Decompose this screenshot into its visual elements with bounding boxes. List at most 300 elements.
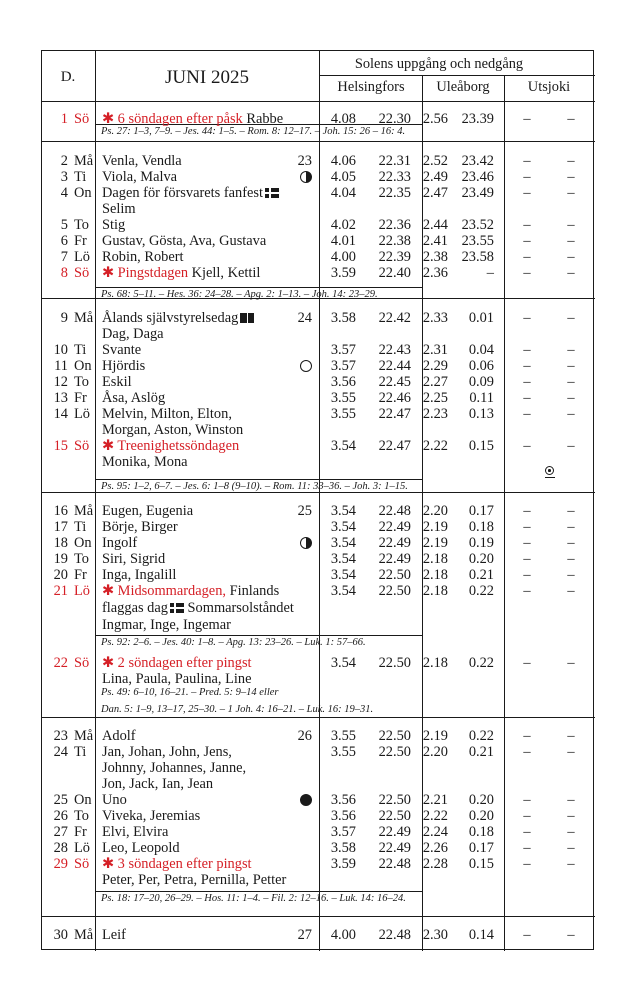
flag-day-line	[102, 600, 294, 616]
helsingfors-sunrise: 3.55	[330, 728, 356, 744]
new-moon-icon	[300, 794, 312, 806]
utsjoki-sunset: –	[567, 583, 575, 599]
midnight-sun-icon	[545, 466, 554, 475]
name-day: Monika, Mona	[102, 454, 188, 470]
helsingfors-sunset: 22.31	[378, 153, 411, 169]
weekday: Sö	[74, 856, 90, 872]
weekday: Ti	[74, 342, 87, 358]
day-number: 29	[53, 856, 68, 872]
utsjoki-sunset: –	[567, 390, 575, 406]
helsingfors-sunrise: 3.59	[330, 856, 356, 872]
day-number: 21	[53, 583, 68, 599]
uleaborg-sunrise: 2.18	[422, 655, 448, 671]
uleaborg-sunrise: 2.27	[422, 374, 448, 390]
utsjoki-sunrise: –	[523, 249, 531, 265]
helsingfors-sunrise: 3.54	[330, 583, 356, 599]
uleaborg-sunrise: 2.41	[422, 233, 448, 249]
uleaborg-sunrise: 2.49	[422, 169, 448, 185]
day-names	[102, 185, 279, 201]
uleaborg-sunset: 0.17	[468, 840, 494, 856]
day-number: 8	[60, 265, 68, 281]
utsjoki-sunrise: –	[523, 265, 531, 281]
day-number: 14	[53, 406, 68, 422]
day-number: 22	[53, 655, 68, 671]
uleaborg-sunrise: 2.18	[422, 583, 448, 599]
weekday: Ti	[74, 169, 87, 185]
uleaborg-sunset: 0.20	[468, 808, 494, 824]
helsingfors-sunset: 22.45	[378, 374, 411, 390]
helsingfors-sunset: 22.42	[378, 310, 411, 326]
name-day: Robin, Robert	[102, 249, 184, 265]
utsjoki-sunrise: –	[523, 342, 531, 358]
helsingfors-sunrise: 3.56	[330, 792, 356, 808]
day-number: 19	[53, 551, 68, 567]
weekday: Må	[74, 927, 94, 943]
helsingfors-sunset: 22.30	[378, 111, 411, 127]
uleaborg-sunset: 23.46	[461, 169, 494, 185]
helsingfors-sunrise: 3.56	[330, 808, 356, 824]
day-number: 27	[53, 824, 68, 840]
helsingfors-sunrise: 3.54	[330, 438, 356, 454]
utsjoki-sunset: –	[567, 111, 575, 127]
day-number: 23	[53, 728, 68, 744]
uleaborg-sunset: 0.14	[468, 927, 494, 943]
utsjoki-sunset: –	[567, 856, 575, 872]
helsingfors-sunset: 22.40	[378, 265, 411, 281]
solstice-text: Sommarsolståndet	[187, 600, 294, 616]
uleaborg-sunset: 23.42	[461, 153, 494, 169]
book-icon	[240, 313, 254, 323]
day-column-divider	[95, 51, 96, 951]
utsjoki-sunset: –	[567, 249, 575, 265]
utsjoki-sunrise: –	[523, 824, 531, 840]
name-day: Venla, Vendla	[102, 153, 182, 169]
day-names	[102, 824, 168, 840]
full-moon-icon	[300, 360, 312, 372]
day-names	[102, 583, 279, 599]
city-helsingfors: Helsingfors	[337, 79, 405, 95]
holiday-name: Pingstdagen	[117, 265, 189, 281]
uleaborg-sunset: 0.22	[468, 728, 494, 744]
utsjoki-sunrise: –	[523, 567, 531, 583]
helsingfors-sunrise: 4.00	[330, 927, 356, 943]
holiday-star-icon: ✱	[102, 111, 115, 127]
day-number: 17	[53, 519, 68, 535]
flag-icon	[170, 603, 184, 613]
utsjoki-sunset: –	[567, 265, 575, 281]
day-names	[102, 744, 232, 760]
helsingfors-sunrise: 3.54	[330, 655, 356, 671]
weekday: Må	[74, 153, 94, 169]
uleaborg-sunset: 23.58	[461, 249, 494, 265]
day-number: 12	[53, 374, 68, 390]
name-day: Kjell, Kettil	[191, 265, 261, 281]
uleaborg-sunset: 0.17	[468, 503, 494, 519]
bible-readings: Ps. 92: 2–6. – Jes. 40: 1–8. – Apg. 13: 23–26. – Luk. 1: 57–66.	[101, 637, 366, 648]
holiday-star-icon: ✱	[102, 856, 115, 872]
weekday: Sö	[74, 655, 90, 671]
utsjoki-sunrise: –	[523, 728, 531, 744]
uleaborg-sunrise: 2.52	[422, 153, 448, 169]
week-number: 27	[297, 927, 312, 943]
helsingfors-sunrise: 3.59	[330, 265, 356, 281]
day-number: 5	[60, 217, 68, 233]
day-names	[102, 840, 180, 856]
names-column-divider	[319, 51, 320, 951]
name-day: Eskil	[102, 374, 132, 390]
utsjoki-sunset: –	[567, 728, 575, 744]
helsingfors-sunset: 22.39	[378, 249, 411, 265]
day-number: 20	[53, 567, 68, 583]
helsingfors-sunset: 22.48	[378, 927, 411, 943]
name-day: Adolf	[102, 728, 136, 744]
day-names	[102, 390, 165, 406]
utsjoki-sunset: –	[567, 310, 575, 326]
uleaborg-sunset: 0.21	[468, 744, 494, 760]
uleaborg-sunrise: 2.33	[422, 310, 448, 326]
helsingfors-sunrise: 3.58	[330, 310, 356, 326]
name-day: Dagen för försvarets fanfest	[102, 185, 264, 201]
weekday: Fr	[74, 390, 87, 406]
uleaborg-sunrise: 2.20	[422, 744, 448, 760]
uleaborg-sunrise: 2.38	[422, 249, 448, 265]
utsjoki-sunrise: –	[523, 840, 531, 856]
bible-readings: Ps. 68: 5–11. – Hes. 36: 24–28. – Apg. 2: 1–13. – Joh. 14: 23–29.	[101, 289, 378, 300]
holiday-name: 2 söndagen efter pingst	[117, 655, 252, 671]
week-number: 26	[297, 728, 312, 744]
name-day: Uno	[102, 792, 127, 808]
utsjoki-sunset: –	[567, 153, 575, 169]
helsingfors-sunrise: 4.06	[330, 153, 356, 169]
helsingfors-sunset: 22.38	[378, 233, 411, 249]
flag-icon	[265, 188, 279, 198]
helsingfors-sunset: 22.47	[378, 438, 411, 454]
name-day-continued: Morgan, Aston, Winston	[102, 422, 244, 438]
utsjoki-sunset: –	[567, 792, 575, 808]
utsjoki-sunset: –	[567, 567, 575, 583]
utsjoki-sunrise: –	[523, 153, 531, 169]
helsingfors-sunrise: 4.04	[330, 185, 356, 201]
uleaborg-sunset: 0.04	[468, 342, 494, 358]
helsingfors-sunset: 22.49	[378, 551, 411, 567]
helsingfors-sunset: 22.49	[378, 840, 411, 856]
utsjoki-sunset: –	[567, 217, 575, 233]
bible-readings: Dan. 5: 1–9, 13–17, 25–30. – 1 Joh. 4: 16–21. – Luk. 16: 19–31.	[101, 704, 374, 715]
helsingfors-sunrise: 3.58	[330, 840, 356, 856]
bible-readings: Ps. 95: 1–2, 6–7. – Jes. 6: 1–8 (9–10). – Rom. 11: 33–36. – Joh. 3: 1–15.	[101, 481, 408, 492]
helsingfors-sunrise: 3.57	[330, 824, 356, 840]
utsjoki-sunrise: –	[523, 551, 531, 567]
uleaborg-sunrise: 2.20	[422, 503, 448, 519]
name-day: Ålands självstyrelsedag	[102, 310, 239, 326]
helsingfors-sunset: 22.50	[378, 655, 411, 671]
weekday: Lö	[74, 406, 90, 422]
name-day: Gustav, Gösta, Ava, Gustava	[102, 233, 267, 249]
utsjoki-sunset: –	[567, 358, 575, 374]
helsingfors-sunset: 22.36	[378, 217, 411, 233]
day-names	[102, 249, 184, 265]
uleaborg-sunrise: 2.47	[422, 185, 448, 201]
helsingfors-sunset: 22.50	[378, 567, 411, 583]
weekday: Sö	[74, 111, 90, 127]
holiday-star-icon: ✱	[102, 583, 115, 599]
uleaborg-sunrise: 2.23	[422, 406, 448, 422]
uleaborg-sunrise: 2.22	[422, 438, 448, 454]
name-day: Svante	[102, 342, 142, 358]
name-day: Elvi, Elvira	[102, 824, 169, 840]
utsjoki-sunset: –	[567, 438, 575, 454]
week-number: 24	[297, 310, 312, 326]
utsjoki-sunrise: –	[523, 438, 531, 454]
utsjoki-sunset: –	[567, 233, 575, 249]
day-names	[102, 153, 182, 169]
uleaborg-sunrise: 2.19	[422, 519, 448, 535]
week-separator	[42, 141, 595, 142]
day-number: 3	[60, 169, 68, 185]
day-number: 26	[53, 808, 68, 824]
helsingfors-sunrise: 4.08	[330, 111, 356, 127]
day-names	[102, 551, 165, 567]
day-number: 10	[53, 342, 68, 358]
uleaborg-sunset: 0.20	[468, 551, 494, 567]
day-names	[102, 233, 266, 249]
uleaborg-sunrise: 2.36	[422, 265, 448, 281]
uleaborg-sunset: 0.19	[468, 535, 494, 551]
name-day: Inga, Ingalill	[102, 567, 177, 583]
helsingfors-sunset: 22.50	[378, 808, 411, 824]
holiday-name: Midsommardagen,	[117, 583, 226, 599]
helsingfors-sunset: 22.49	[378, 519, 411, 535]
uleaborg-sunrise: 2.25	[422, 390, 448, 406]
helsingfors-sunrise: 3.55	[330, 744, 356, 760]
utsjoki-sunrise: –	[523, 792, 531, 808]
bible-readings: Ps. 18: 17–20, 26–29. – Hos. 11: 1–4. – Fil. 2: 12–16. – Luk. 14: 16–24.	[101, 893, 406, 904]
weekday: Sö	[74, 438, 90, 454]
month-title: JUNI 2025	[165, 67, 249, 88]
helsingfors-sunset: 22.48	[378, 503, 411, 519]
uleaborg-sunrise: 2.31	[422, 342, 448, 358]
utsjoki-sunset: –	[567, 655, 575, 671]
day-names	[102, 111, 283, 127]
weekday: Må	[74, 310, 94, 326]
helsingfors-sunrise: 3.55	[330, 406, 356, 422]
holiday-name: 3 söndagen efter pingst	[117, 856, 252, 872]
name-day: Ingmar, Inge, Ingemar	[102, 617, 231, 633]
midnight-sun-dot	[548, 469, 551, 472]
day-names	[102, 342, 141, 358]
weekday: Ti	[74, 519, 87, 535]
day-names	[102, 406, 232, 422]
uleaborg-sunset: 0.15	[468, 856, 494, 872]
utsjoki-sunrise: –	[523, 185, 531, 201]
helsingfors-sunset: 22.49	[378, 535, 411, 551]
day-names	[102, 535, 137, 551]
weekday: To	[74, 374, 89, 390]
utsjoki-sunset: –	[567, 374, 575, 390]
helsingfors-sunset: 22.43	[378, 342, 411, 358]
calendar-page	[41, 50, 594, 950]
utsjoki-sunrise: –	[523, 583, 531, 599]
day-number: 30	[53, 927, 68, 943]
weekday: Lö	[74, 583, 90, 599]
utsjoki-sunrise: –	[523, 808, 531, 824]
weekday: Må	[74, 728, 94, 744]
name-day: Åsa, Aslög	[102, 390, 166, 406]
utsjoki-sunset: –	[567, 551, 575, 567]
utsjoki-sunrise: –	[523, 390, 531, 406]
uleaborg-sunset: 0.18	[468, 824, 494, 840]
uleaborg-sunrise: 2.29	[422, 358, 448, 374]
bible-readings: Ps. 49: 6–10, 16–21. – Pred. 5: 9–14 eller	[101, 687, 279, 698]
helsingfors-sunrise: 3.56	[330, 374, 356, 390]
uleaborg-sunset: 23.55	[461, 233, 494, 249]
day-number: 7	[60, 249, 68, 265]
day-names	[102, 265, 260, 281]
uleaborg-sunrise: 2.19	[422, 535, 448, 551]
uleaborg-sunrise: 2.21	[422, 792, 448, 808]
helsingfors-sunrise: 3.54	[330, 503, 356, 519]
midnight-sun-underline	[545, 477, 555, 478]
holiday-star-icon: ✱	[102, 265, 115, 281]
weekday: To	[74, 551, 89, 567]
helsingfors-sunset: 22.46	[378, 390, 411, 406]
name-day: Melvin, Milton, Elton,	[102, 406, 232, 422]
utsjoki-sunrise: –	[523, 310, 531, 326]
name-day: Peter, Per, Petra, Pernilla, Petter	[102, 872, 287, 888]
weekday: To	[74, 808, 89, 824]
uleaborg-sunrise: 2.30	[422, 927, 448, 943]
utsjoki-sunrise: –	[523, 535, 531, 551]
uleaborg-sunset: 0.22	[468, 655, 494, 671]
weekday: Fr	[74, 567, 87, 583]
holiday-name: 6 söndagen efter påsk	[117, 111, 243, 127]
name-day: Hjördis	[102, 358, 146, 374]
utsjoki-sunrise: –	[523, 169, 531, 185]
first-quarter-moon-icon	[300, 537, 312, 549]
name-day: Jan, Johan, John, Jens,	[102, 744, 232, 760]
day-column-header: D.	[60, 69, 76, 85]
helsingfors-sunset: 22.48	[378, 856, 411, 872]
weekday: On	[74, 185, 92, 201]
uleaborg-sunrise: 2.24	[422, 824, 448, 840]
utsjoki-sunset: –	[567, 927, 575, 943]
weekday: On	[74, 535, 92, 551]
week-number: 23	[297, 153, 312, 169]
utsjoki-sunset: –	[567, 744, 575, 760]
holiday-name: Treenighetssöndagen	[117, 438, 240, 454]
name-day: Siri, Sigrid	[102, 551, 166, 567]
uleaborg-sunset: 0.15	[468, 438, 494, 454]
weekday: On	[74, 792, 92, 808]
uleaborg-sunset: –	[486, 265, 494, 281]
holiday-star-icon: ✱	[102, 655, 115, 671]
day-number: 1	[60, 111, 68, 127]
uleaborg-sunrise: 2.18	[422, 551, 448, 567]
helsingfors-sunset: 22.50	[378, 792, 411, 808]
uleaborg-sunrise: 2.26	[422, 840, 448, 856]
day-number: 13	[53, 390, 68, 406]
bible-readings: Ps. 27: 1–3, 7–9. – Jes. 44: 1–5. – Rom. 8: 12–17. – Joh. 15: 26 – 16: 4.	[101, 126, 406, 137]
name-day: Rabbe	[246, 111, 284, 127]
utsjoki-sunset: –	[567, 535, 575, 551]
day-names	[102, 503, 193, 519]
helsingfors-sunset: 22.33	[378, 169, 411, 185]
day-names	[102, 358, 145, 374]
utsjoki-sunrise: –	[523, 503, 531, 519]
sun-times-title: Solens uppgång och nedgång	[354, 56, 524, 72]
utsjoki-sunrise: –	[523, 655, 531, 671]
day-names	[102, 374, 132, 390]
day-names	[102, 438, 239, 454]
helsingfors-sunrise: 3.54	[330, 567, 356, 583]
reading-divider	[95, 479, 422, 480]
helsingfors-sunrise: 4.00	[330, 249, 356, 265]
helsingfors-sunset: 22.50	[378, 583, 411, 599]
helsingfors-sunrise: 4.05	[330, 169, 356, 185]
name-day: Stig	[102, 217, 126, 233]
weekday: Lö	[74, 840, 90, 856]
utsjoki-sunrise: –	[523, 111, 531, 127]
day-names	[102, 217, 125, 233]
day-names	[102, 808, 200, 824]
uleaborg-sunrise: 2.28	[422, 856, 448, 872]
city-uleaborg: Uleåborg	[436, 79, 490, 95]
name-day-continued: Johnny, Johannes, Janne,	[102, 760, 247, 776]
uleaborg-sunset: 23.49	[461, 185, 494, 201]
day-number: 28	[53, 840, 68, 856]
name-day: Viveka, Jeremias	[102, 808, 201, 824]
uleaborg-sunset: 0.18	[468, 519, 494, 535]
weekday: Lö	[74, 249, 90, 265]
helsingfors-sunrise: 3.57	[330, 342, 356, 358]
holiday-star-icon: ✱	[102, 438, 115, 454]
reading-divider	[95, 891, 422, 892]
helsingfors-sunrise: 3.55	[330, 390, 356, 406]
city-utsjoki: Utsjoki	[527, 79, 571, 95]
day-number: 6	[60, 233, 68, 249]
helsingfors-sunrise: 4.02	[330, 217, 356, 233]
week-separator	[42, 916, 595, 917]
uleaborg-sunrise: 2.22	[422, 808, 448, 824]
day-number: 18	[53, 535, 68, 551]
utsjoki-sunrise: –	[523, 856, 531, 872]
day-names	[102, 310, 254, 326]
day-names	[102, 655, 252, 671]
week-number: 25	[297, 503, 312, 519]
day-names	[102, 519, 178, 535]
helsingfors-sunrise: 3.57	[330, 358, 356, 374]
helsingfors-sunset: 22.50	[378, 744, 411, 760]
utsjoki-sunrise: –	[523, 374, 531, 390]
day-names	[102, 567, 176, 583]
name-day: Viola, Malva	[102, 169, 178, 185]
weekday: On	[74, 358, 92, 374]
day-number: 4	[60, 185, 68, 201]
uleaborg-sunset: 0.13	[468, 406, 494, 422]
utsjoki-sunset: –	[567, 808, 575, 824]
day-number: 16	[53, 503, 68, 519]
uleaborg-sunrise: 2.18	[422, 567, 448, 583]
utsjoki-sunset: –	[567, 519, 575, 535]
utsjoki-sunset: –	[567, 824, 575, 840]
day-names	[102, 927, 126, 943]
utsjoki-sunset: –	[567, 342, 575, 358]
day-names	[102, 856, 252, 872]
utsjoki-sunset: –	[567, 840, 575, 856]
weekday: Ti	[74, 744, 87, 760]
name-day: Leo, Leopold	[102, 840, 180, 856]
utsjoki-sunset: –	[567, 406, 575, 422]
